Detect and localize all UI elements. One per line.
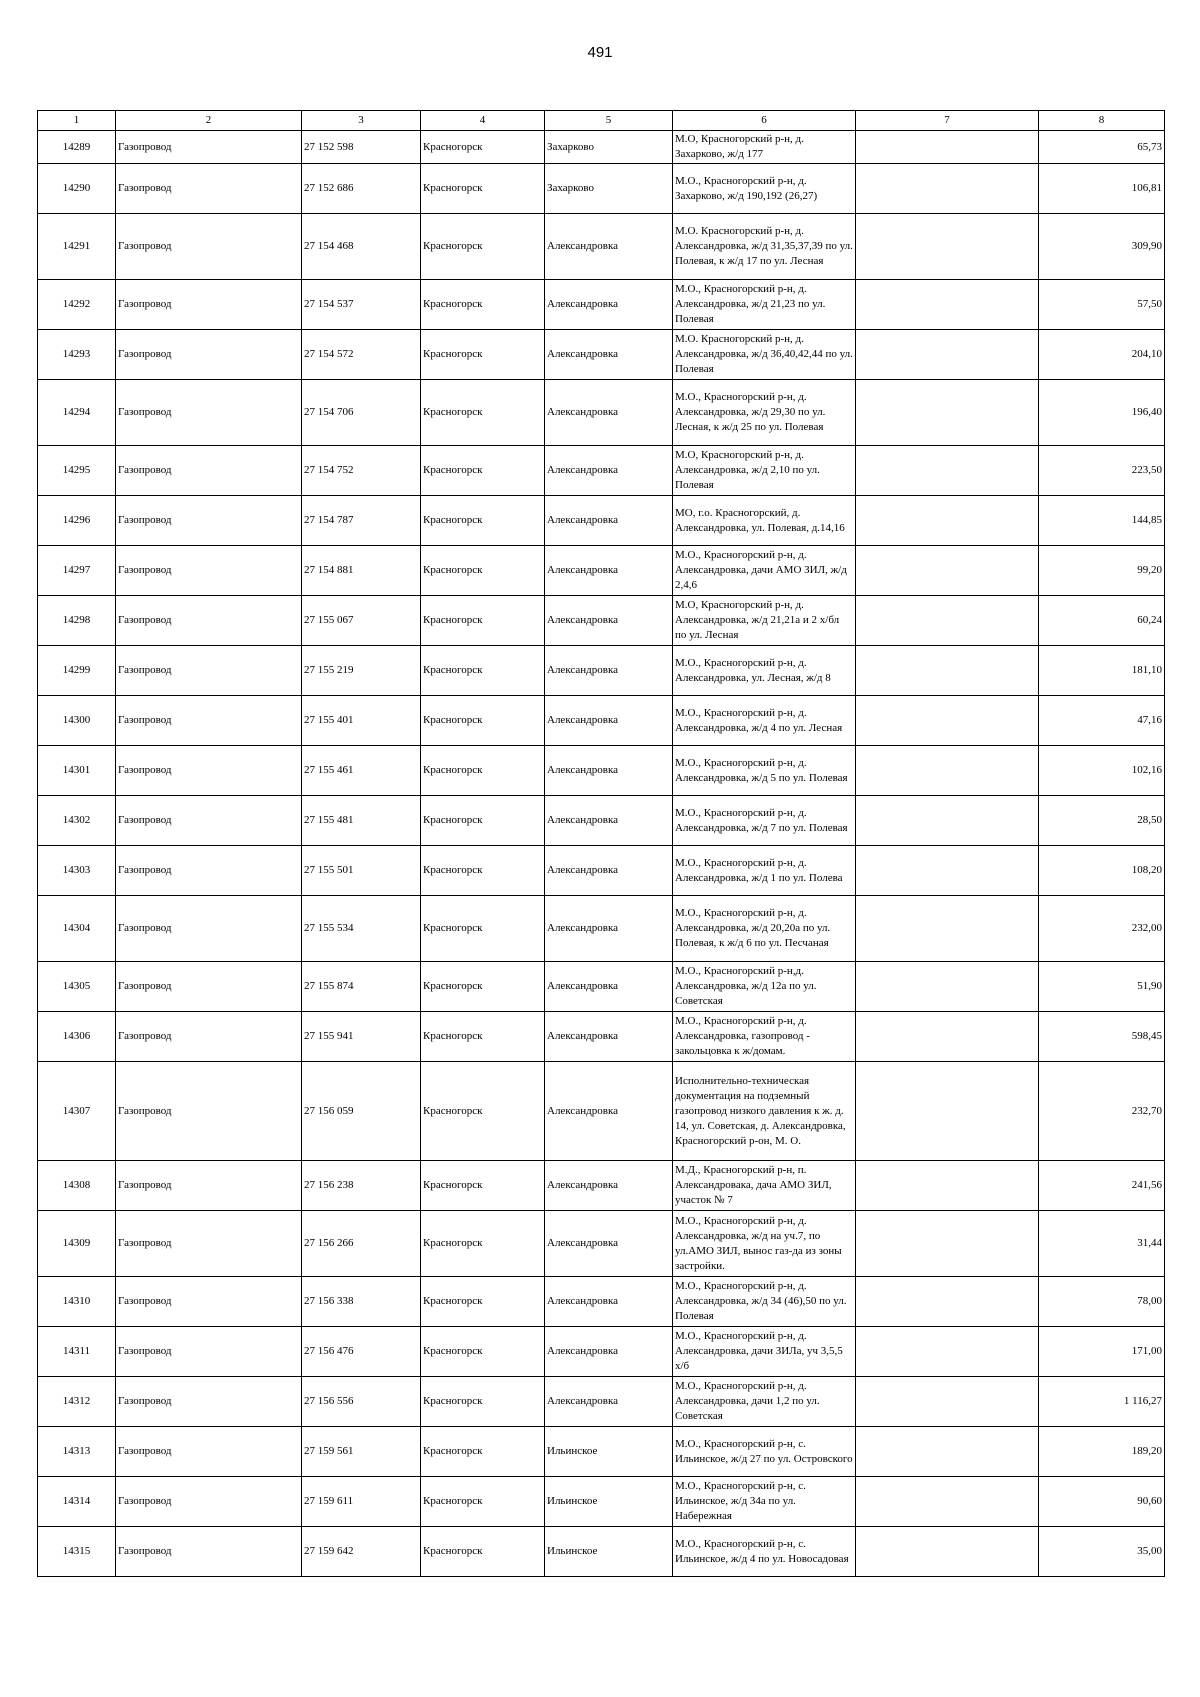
cell-number: 14289 <box>38 131 116 164</box>
cell-number: 14308 <box>38 1161 116 1211</box>
cell-value: 144,85 <box>1039 496 1165 546</box>
cell-city: Красногорск <box>421 131 545 164</box>
table-row <box>38 1377 1165 1427</box>
cell-number: 14298 <box>38 596 116 646</box>
cell-value: 1 116,27 <box>1039 1377 1165 1427</box>
cell-code: 27 156 266 <box>302 1211 421 1277</box>
cell-code: 27 159 611 <box>302 1477 421 1527</box>
cell-object-name: Газопровод <box>116 1377 302 1427</box>
cell-address: М.О., Красногорский р-н, д. Александровка, ж/д 34 (46),50 по ул. Полевая <box>673 1277 856 1327</box>
cell-locality: Александровка <box>545 1062 673 1161</box>
cell-city: Красногорск <box>421 796 545 846</box>
cell-code: 27 154 537 <box>302 280 421 330</box>
cell-city: Красногорск <box>421 646 545 696</box>
cell-value: 171,00 <box>1039 1327 1165 1377</box>
cell-value: 196,40 <box>1039 380 1165 446</box>
cell-locality: Ильинское <box>545 1427 673 1477</box>
cell-value: 309,90 <box>1039 214 1165 280</box>
cell-locality: Ильинское <box>545 1477 673 1527</box>
cell-city: Красногорск <box>421 1477 545 1527</box>
cell-number: 14314 <box>38 1477 116 1527</box>
cell-address: М.О., Красногорский р-н, с. Ильинское, ж/д 4 по ул. Новосадовая <box>673 1527 856 1577</box>
table-row <box>38 1427 1165 1477</box>
cell-locality: Александровка <box>545 546 673 596</box>
cell-address: М.Д., Красногорский р-н, п. Александровака, дача АМО ЗИЛ, участок № 7 <box>673 1161 856 1211</box>
cell-locality: Ильинское <box>545 1527 673 1577</box>
cell-address: М.О., Красногорский р-н, д. Александровка, ж/д 29,30 по ул. Лесная, к ж/д 25 по ул. Полевая <box>673 380 856 446</box>
cell-value: 223,50 <box>1039 446 1165 496</box>
cell-address: М.О., Красногорский р-н, д. Александровка, ж/д 21,23 по ул. Полевая <box>673 280 856 330</box>
cell-address: М.О. Красногорский р-н, д. Александровка, ж/д 36,40,42,44 по ул. Полевая <box>673 330 856 380</box>
cell-object-name: Газопровод <box>116 546 302 596</box>
cell-object-name: Газопровод <box>116 746 302 796</box>
cell-number: 14303 <box>38 846 116 896</box>
cell-value: 90,60 <box>1039 1477 1165 1527</box>
cell-object-name: Газопровод <box>116 1477 302 1527</box>
cell-empty <box>856 1527 1039 1577</box>
cell-empty <box>856 164 1039 214</box>
cell-city: Красногорск <box>421 1062 545 1161</box>
cell-address: М.О., Красногорский р-н, д. Захарково, ж/д 190,192 (26,27) <box>673 164 856 214</box>
cell-value: 99,20 <box>1039 546 1165 596</box>
cell-number: 14296 <box>38 496 116 546</box>
cell-code: 27 155 534 <box>302 896 421 962</box>
cell-empty <box>856 496 1039 546</box>
cell-address: Исполнительно-техническая документация на подземный газопровод низкого давления к ж. д. 14, ул. Советская, д. Александровка, Красногорский р-он, М. О. <box>673 1062 856 1161</box>
cell-city: Красногорск <box>421 1012 545 1062</box>
cell-object-name: Газопровод <box>116 596 302 646</box>
cell-empty <box>856 1161 1039 1211</box>
cell-locality: Александровка <box>545 1211 673 1277</box>
cell-empty <box>856 131 1039 164</box>
cell-empty <box>856 1377 1039 1427</box>
cell-locality: Александровка <box>545 1012 673 1062</box>
column-header: 8 <box>1039 111 1165 131</box>
table-row <box>38 796 1165 846</box>
cell-address: М.О., Красногорский р-н, с. Ильинское, ж/д 27 по ул. Островского <box>673 1427 856 1477</box>
cell-address: М.О, Красногорский р-н, д. Александровка, ж/д 2,10 по ул. Полевая <box>673 446 856 496</box>
cell-number: 14292 <box>38 280 116 330</box>
cell-number: 14291 <box>38 214 116 280</box>
cell-address: М.О., Красногорский р-н, д. Александровка, ул. Лесная, ж/д 8 <box>673 646 856 696</box>
cell-city: Красногорск <box>421 962 545 1012</box>
cell-empty <box>856 1327 1039 1377</box>
cell-empty <box>856 962 1039 1012</box>
cell-code: 27 155 941 <box>302 1012 421 1062</box>
cell-empty <box>856 846 1039 896</box>
cell-value: 108,20 <box>1039 846 1165 896</box>
cell-object-name: Газопровод <box>116 696 302 746</box>
page-number: 491 <box>587 44 613 61</box>
cell-city: Красногорск <box>421 1377 545 1427</box>
cell-value: 60,24 <box>1039 596 1165 646</box>
cell-value: 78,00 <box>1039 1277 1165 1327</box>
cell-empty <box>856 1211 1039 1277</box>
cell-code: 27 155 501 <box>302 846 421 896</box>
cell-city: Красногорск <box>421 1277 545 1327</box>
cell-value: 598,45 <box>1039 1012 1165 1062</box>
cell-code: 27 156 476 <box>302 1327 421 1377</box>
cell-locality: Александровка <box>545 280 673 330</box>
cell-empty <box>856 330 1039 380</box>
cell-object-name: Газопровод <box>116 896 302 962</box>
cell-empty <box>856 896 1039 962</box>
table-row <box>38 330 1165 380</box>
cell-empty <box>856 280 1039 330</box>
cell-value: 102,16 <box>1039 746 1165 796</box>
table-row <box>38 1477 1165 1527</box>
table-row <box>38 896 1165 962</box>
cell-code: 27 155 401 <box>302 696 421 746</box>
cell-address: М.О., Красногорский р-н, д. Александровка, ж/д 4 по ул. Лесная <box>673 696 856 746</box>
table-row <box>38 164 1165 214</box>
cell-city: Красногорск <box>421 280 545 330</box>
cell-object-name: Газопровод <box>116 1527 302 1577</box>
registry-body <box>38 131 1165 1577</box>
cell-city: Красногорск <box>421 696 545 746</box>
table-row <box>38 496 1165 546</box>
cell-number: 14304 <box>38 896 116 962</box>
cell-city: Красногорск <box>421 380 545 446</box>
column-header: 2 <box>116 111 302 131</box>
cell-object-name: Газопровод <box>116 446 302 496</box>
cell-value: 47,16 <box>1039 696 1165 746</box>
cell-code: 27 155 481 <box>302 796 421 846</box>
cell-address: М.О., Красногорский р-н, д. Александровка, ж/д 1 по ул. Полева <box>673 846 856 896</box>
cell-locality: Александровка <box>545 496 673 546</box>
cell-empty <box>856 746 1039 796</box>
column-header: 7 <box>856 111 1039 131</box>
cell-address: М.О., Красногорский р-н, с. Ильинское, ж/д 34а по ул. Набережная <box>673 1477 856 1527</box>
cell-code: 27 155 219 <box>302 646 421 696</box>
cell-city: Красногорск <box>421 546 545 596</box>
cell-code: 27 155 874 <box>302 962 421 1012</box>
cell-value: 65,73 <box>1039 131 1165 164</box>
table-row <box>38 546 1165 596</box>
cell-locality: Александровка <box>545 846 673 896</box>
table-row <box>38 696 1165 746</box>
table-row <box>38 846 1165 896</box>
column-header: 4 <box>421 111 545 131</box>
cell-empty <box>856 380 1039 446</box>
cell-code: 27 156 059 <box>302 1062 421 1161</box>
cell-locality: Александровка <box>545 380 673 446</box>
cell-object-name: Газопровод <box>116 1327 302 1377</box>
cell-object-name: Газопровод <box>116 164 302 214</box>
cell-city: Красногорск <box>421 1527 545 1577</box>
cell-object-name: Газопровод <box>116 1427 302 1477</box>
cell-empty <box>856 1277 1039 1327</box>
cell-code: 27 156 238 <box>302 1161 421 1211</box>
cell-value: 181,10 <box>1039 646 1165 696</box>
cell-code: 27 155 461 <box>302 746 421 796</box>
cell-code: 27 155 067 <box>302 596 421 646</box>
cell-code: 27 154 468 <box>302 214 421 280</box>
cell-address: М.О., Красногорский р-н, д. Александровка, дачи 1,2 по ул. Советская <box>673 1377 856 1427</box>
cell-number: 14315 <box>38 1527 116 1577</box>
cell-value: 232,00 <box>1039 896 1165 962</box>
table-row <box>38 446 1165 496</box>
table-row <box>38 214 1165 280</box>
cell-code: 27 156 338 <box>302 1277 421 1327</box>
table-row <box>38 1161 1165 1211</box>
table-row <box>38 1527 1165 1577</box>
cell-address: М.О, Красногорский р-н, д. Захарково, ж/д 177 <box>673 131 856 164</box>
cell-number: 14299 <box>38 646 116 696</box>
cell-object-name: Газопровод <box>116 380 302 446</box>
cell-object-name: Газопровод <box>116 1211 302 1277</box>
cell-number: 14305 <box>38 962 116 1012</box>
cell-address: М.О., Красногорский р-н, д. Александровка, дачи ЗИЛа, уч 3,5,5 х/б <box>673 1327 856 1377</box>
cell-address: М.О. Красногорский р-н, д. Александровка, ж/д 31,35,37,39 по ул. Полевая, к ж/д 17 по ул. Лесная <box>673 214 856 280</box>
cell-number: 14300 <box>38 696 116 746</box>
cell-value: 189,20 <box>1039 1427 1165 1477</box>
cell-number: 14297 <box>38 546 116 596</box>
cell-empty <box>856 696 1039 746</box>
cell-city: Красногорск <box>421 214 545 280</box>
cell-number: 14302 <box>38 796 116 846</box>
cell-object-name: Газопровод <box>116 1062 302 1161</box>
cell-city: Красногорск <box>421 164 545 214</box>
cell-value: 232,70 <box>1039 1062 1165 1161</box>
cell-locality: Александровка <box>545 1377 673 1427</box>
cell-number: 14313 <box>38 1427 116 1477</box>
cell-number: 14310 <box>38 1277 116 1327</box>
cell-empty <box>856 646 1039 696</box>
cell-locality: Александровка <box>545 746 673 796</box>
cell-code: 27 154 752 <box>302 446 421 496</box>
cell-object-name: Газопровод <box>116 796 302 846</box>
table-row <box>38 746 1165 796</box>
cell-value: 241,56 <box>1039 1161 1165 1211</box>
cell-city: Красногорск <box>421 330 545 380</box>
cell-city: Красногорск <box>421 1211 545 1277</box>
cell-value: 28,50 <box>1039 796 1165 846</box>
cell-number: 14306 <box>38 1012 116 1062</box>
cell-code: 27 154 572 <box>302 330 421 380</box>
cell-object-name: Газопровод <box>116 1277 302 1327</box>
cell-locality: Александровка <box>545 330 673 380</box>
cell-value: 31,44 <box>1039 1211 1165 1277</box>
cell-empty <box>856 1477 1039 1527</box>
cell-locality: Александровка <box>545 1161 673 1211</box>
cell-locality: Александровка <box>545 446 673 496</box>
cell-city: Красногорск <box>421 496 545 546</box>
cell-city: Красногорск <box>421 1327 545 1377</box>
cell-code: 27 159 642 <box>302 1527 421 1577</box>
cell-code: 27 156 556 <box>302 1377 421 1427</box>
cell-empty <box>856 446 1039 496</box>
cell-number: 14293 <box>38 330 116 380</box>
cell-code: 27 159 561 <box>302 1427 421 1477</box>
cell-object-name: Газопровод <box>116 846 302 896</box>
cell-city: Красногорск <box>421 596 545 646</box>
cell-locality: Александровка <box>545 696 673 746</box>
cell-locality: Александровка <box>545 796 673 846</box>
cell-address: М.О., Красногорский р-н,д. Александровка, ж/д 12а по ул. Советская <box>673 962 856 1012</box>
table-row <box>38 596 1165 646</box>
cell-locality: Захарково <box>545 131 673 164</box>
cell-locality: Александровка <box>545 596 673 646</box>
cell-object-name: Газопровод <box>116 1161 302 1211</box>
cell-empty <box>856 546 1039 596</box>
registry-table <box>37 110 1165 1577</box>
cell-locality: Александровка <box>545 1277 673 1327</box>
table-row <box>38 1277 1165 1327</box>
table-row <box>38 962 1165 1012</box>
cell-address: М.О., Красногорский р-н, д. Александровка, газопровод - закольцовка к ж/домам. <box>673 1012 856 1062</box>
cell-address: М.О., Красногорский р-н, д. Александровка, дачи АМО ЗИЛ, ж/д 2,4,6 <box>673 546 856 596</box>
cell-city: Красногорск <box>421 746 545 796</box>
cell-empty <box>856 796 1039 846</box>
cell-object-name: Газопровод <box>116 1012 302 1062</box>
cell-code: 27 152 686 <box>302 164 421 214</box>
column-header: 6 <box>673 111 856 131</box>
cell-number: 14311 <box>38 1327 116 1377</box>
cell-address: М.О., Красногорский р-н, д. Александровка, ж/д 7 по ул. Полевая <box>673 796 856 846</box>
cell-locality: Захарково <box>545 164 673 214</box>
table-row <box>38 380 1165 446</box>
table-row <box>38 1211 1165 1277</box>
cell-value: 106,81 <box>1039 164 1165 214</box>
cell-number: 14312 <box>38 1377 116 1427</box>
cell-locality: Александровка <box>545 962 673 1012</box>
cell-number: 14307 <box>38 1062 116 1161</box>
column-header: 5 <box>545 111 673 131</box>
cell-address: МО, г.о. Красногорский, д. Александровка, ул. Полевая, д.14,16 <box>673 496 856 546</box>
cell-address: М.О., Красногорский р-н, д. Александровка, ж/д 5 по ул. Полевая <box>673 746 856 796</box>
table-row <box>38 131 1165 164</box>
cell-city: Красногорск <box>421 896 545 962</box>
cell-empty <box>856 1062 1039 1161</box>
cell-empty <box>856 596 1039 646</box>
cell-object-name: Газопровод <box>116 646 302 696</box>
column-header: 1 <box>38 111 116 131</box>
cell-number: 14290 <box>38 164 116 214</box>
cell-value: 204,10 <box>1039 330 1165 380</box>
table-row <box>38 280 1165 330</box>
table-row <box>38 1062 1165 1161</box>
cell-city: Красногорск <box>421 846 545 896</box>
table-row <box>38 1327 1165 1377</box>
cell-code: 27 152 598 <box>302 131 421 164</box>
cell-object-name: Газопровод <box>116 496 302 546</box>
table-row <box>38 646 1165 696</box>
table-row <box>38 1012 1165 1062</box>
header-row <box>38 111 1165 131</box>
cell-locality: Александровка <box>545 214 673 280</box>
cell-code: 27 154 787 <box>302 496 421 546</box>
cell-city: Красногорск <box>421 446 545 496</box>
cell-number: 14295 <box>38 446 116 496</box>
cell-number: 14294 <box>38 380 116 446</box>
cell-locality: Александровка <box>545 646 673 696</box>
cell-value: 57,50 <box>1039 280 1165 330</box>
cell-number: 14309 <box>38 1211 116 1277</box>
cell-city: Красногорск <box>421 1427 545 1477</box>
column-header: 3 <box>302 111 421 131</box>
cell-value: 35,00 <box>1039 1527 1165 1577</box>
cell-city: Красногорск <box>421 1161 545 1211</box>
cell-number: 14301 <box>38 746 116 796</box>
cell-value: 51,90 <box>1039 962 1165 1012</box>
cell-address: М.О., Красногорский р-н, д. Александровка, ж/д 20,20а по ул. Полевая, к ж/д 6 по ул. Песчаная <box>673 896 856 962</box>
cell-address: М.О, Красногорский р-н, д. Александровка, ж/д 21,21а и 2 х/бл по ул. Лесная <box>673 596 856 646</box>
cell-object-name: Газопровод <box>116 330 302 380</box>
cell-empty <box>856 1427 1039 1477</box>
cell-object-name: Газопровод <box>116 131 302 164</box>
cell-code: 27 154 881 <box>302 546 421 596</box>
cell-locality: Александровка <box>545 896 673 962</box>
cell-empty <box>856 1012 1039 1062</box>
cell-code: 27 154 706 <box>302 380 421 446</box>
cell-object-name: Газопровод <box>116 962 302 1012</box>
cell-address: М.О., Красногорский р-н, д. Александровка, ж/д на уч.7, по ул.АМО ЗИЛ, вынос газ-да из зоны застройки. <box>673 1211 856 1277</box>
cell-object-name: Газопровод <box>116 214 302 280</box>
cell-locality: Александровка <box>545 1327 673 1377</box>
cell-object-name: Газопровод <box>116 280 302 330</box>
cell-empty <box>856 214 1039 280</box>
